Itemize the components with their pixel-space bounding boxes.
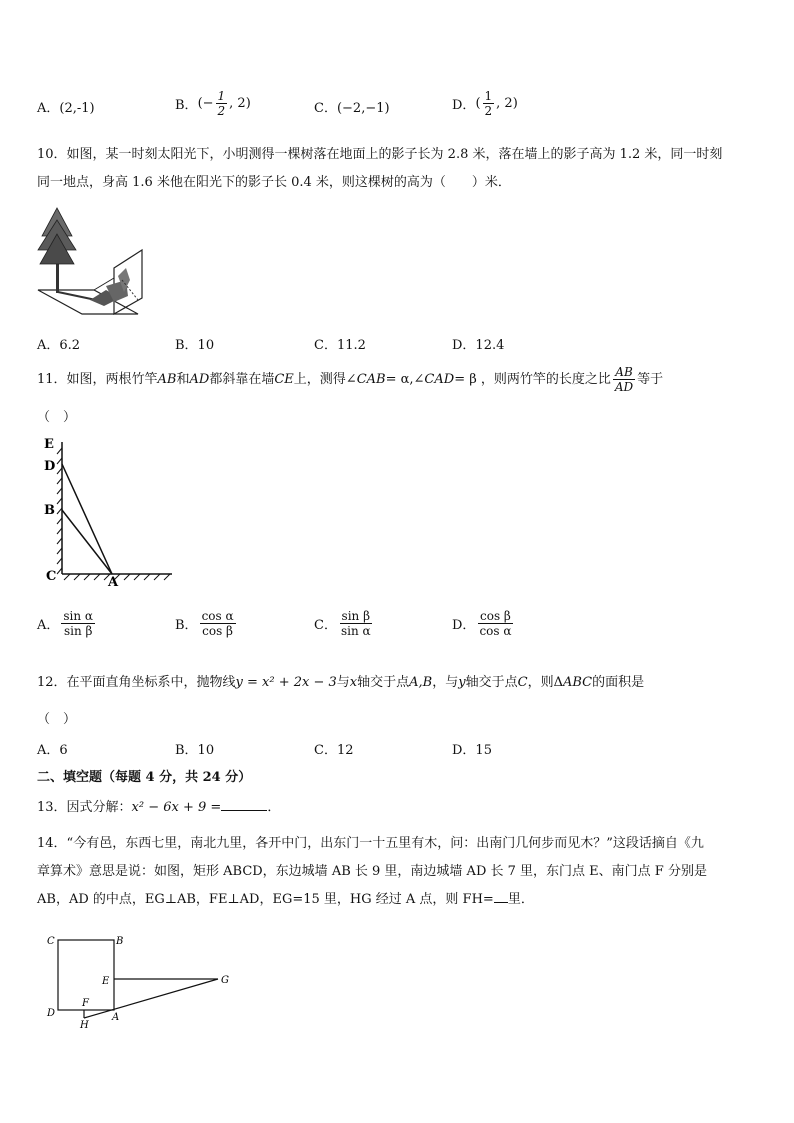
q13-answer-blank[interactable]	[221, 798, 267, 811]
q9-option-a: A．(2,-1)	[37, 101, 95, 116]
q10-line-1: 10．如图，某一时刻太阳光下，小明测得一棵树落在地面上的影子长为 2.8 米，落在墙上的影子高为 1.2 米，同一时刻	[37, 147, 723, 162]
q9-option-d: D．( $\frac{1}{2}$ , 2)	[452, 89, 518, 118]
q14-label-b: B	[116, 936, 124, 947]
q11-ladder-figure	[40, 432, 180, 588]
q14-line-3: AB，AD 的中点，EG⊥AB，FE⊥AD，EG=15 里，HG 经过 A 点，则 FH= 里．	[37, 892, 534, 907]
q14-label-a: A	[112, 1012, 120, 1023]
q12-paren: （ ）	[37, 712, 77, 727]
q14-label-h: H	[80, 1020, 89, 1031]
q11-label-c: C	[46, 569, 57, 584]
q9-option-b: B．(− $\frac{1}{2}$ , 2)	[175, 89, 251, 118]
q12-text: 12．在平面直角坐标系中，抛物线y = x² + 2x − 3与x轴交于点A,B，与y轴交于点C，则ΔABC的面积是	[37, 675, 645, 690]
q10-option-c: C．11.2	[314, 338, 366, 353]
q12-option-a: A．6	[37, 743, 68, 758]
q12-option-b: B．10	[175, 743, 215, 758]
q11-paren: （ ）	[37, 410, 77, 425]
q11-label-a: A	[108, 575, 119, 588]
q9-option-c: C．(−2,−1)	[314, 101, 390, 116]
q10-text	[37, 141, 757, 197]
q11-label-b: B	[44, 503, 55, 518]
q13-text: 13．因式分解：x² − 6x + 9 = ．	[37, 800, 281, 815]
q10-line-2: 同一地点，身高 1.6 米他在阳光下的影子长 0.4 米，则这棵树的高为（ ）米．	[37, 175, 511, 190]
q10-tree-figure	[34, 206, 154, 318]
q11-text: 11．如图，两根竹竿AB和AD都斜靠在墙CE上，测得∠CAB= α,∠CAD= β ，则两竹竿的长度之比 $\frac{AB}{AD}$ 等于	[37, 365, 664, 394]
q14-text	[37, 830, 757, 914]
q11-option-b: B． $\frac{\text{cos α}}{\text{cos β}}$	[175, 609, 234, 638]
q10-option-a: A．6.2	[37, 338, 81, 353]
q14-label-d: D	[47, 1008, 56, 1019]
q10-option-d: D．12.4	[452, 338, 505, 353]
q11-option-c: C． $\frac{\text{sin β}}{\text{sin α}}$	[314, 609, 371, 638]
q12-option-d: D．15	[452, 743, 492, 758]
q11-option-d: D． $\frac{\text{cos β}}{\text{cos α}}$	[452, 609, 512, 638]
q12-option-c: C．12	[314, 743, 354, 758]
q14-label-f: F	[82, 998, 89, 1009]
q11-label-e: E	[44, 437, 54, 452]
section-2-title: 二、填空题（每题 4 分，共 24 分）	[37, 770, 252, 785]
q14-line-1: 14．“今有邑，东西七里，南北九里，各开中门，出东门一十五里有木，问：出南门几何步而见木？”这段话摘自《九	[37, 836, 704, 851]
q11-option-a: A． $\frac{\text{sin α}}{\text{sin β}}$	[37, 609, 94, 638]
q10-option-b: B．10	[175, 338, 215, 353]
q14-line-2: 章算术》意思是说：如图，矩形 ABCD，东边城墙 AB 长 9 里，南边城墙 AD 长 7 里，东门点 E、南门点 F 分别是	[37, 864, 707, 879]
q11-label-d: D	[44, 459, 56, 474]
q14-label-g: G	[221, 975, 229, 986]
q14-city-figure	[44, 932, 244, 1032]
q14-label-e: E	[102, 976, 110, 987]
q14-answer-blank[interactable]	[494, 890, 508, 903]
q14-label-c: C	[47, 936, 55, 947]
